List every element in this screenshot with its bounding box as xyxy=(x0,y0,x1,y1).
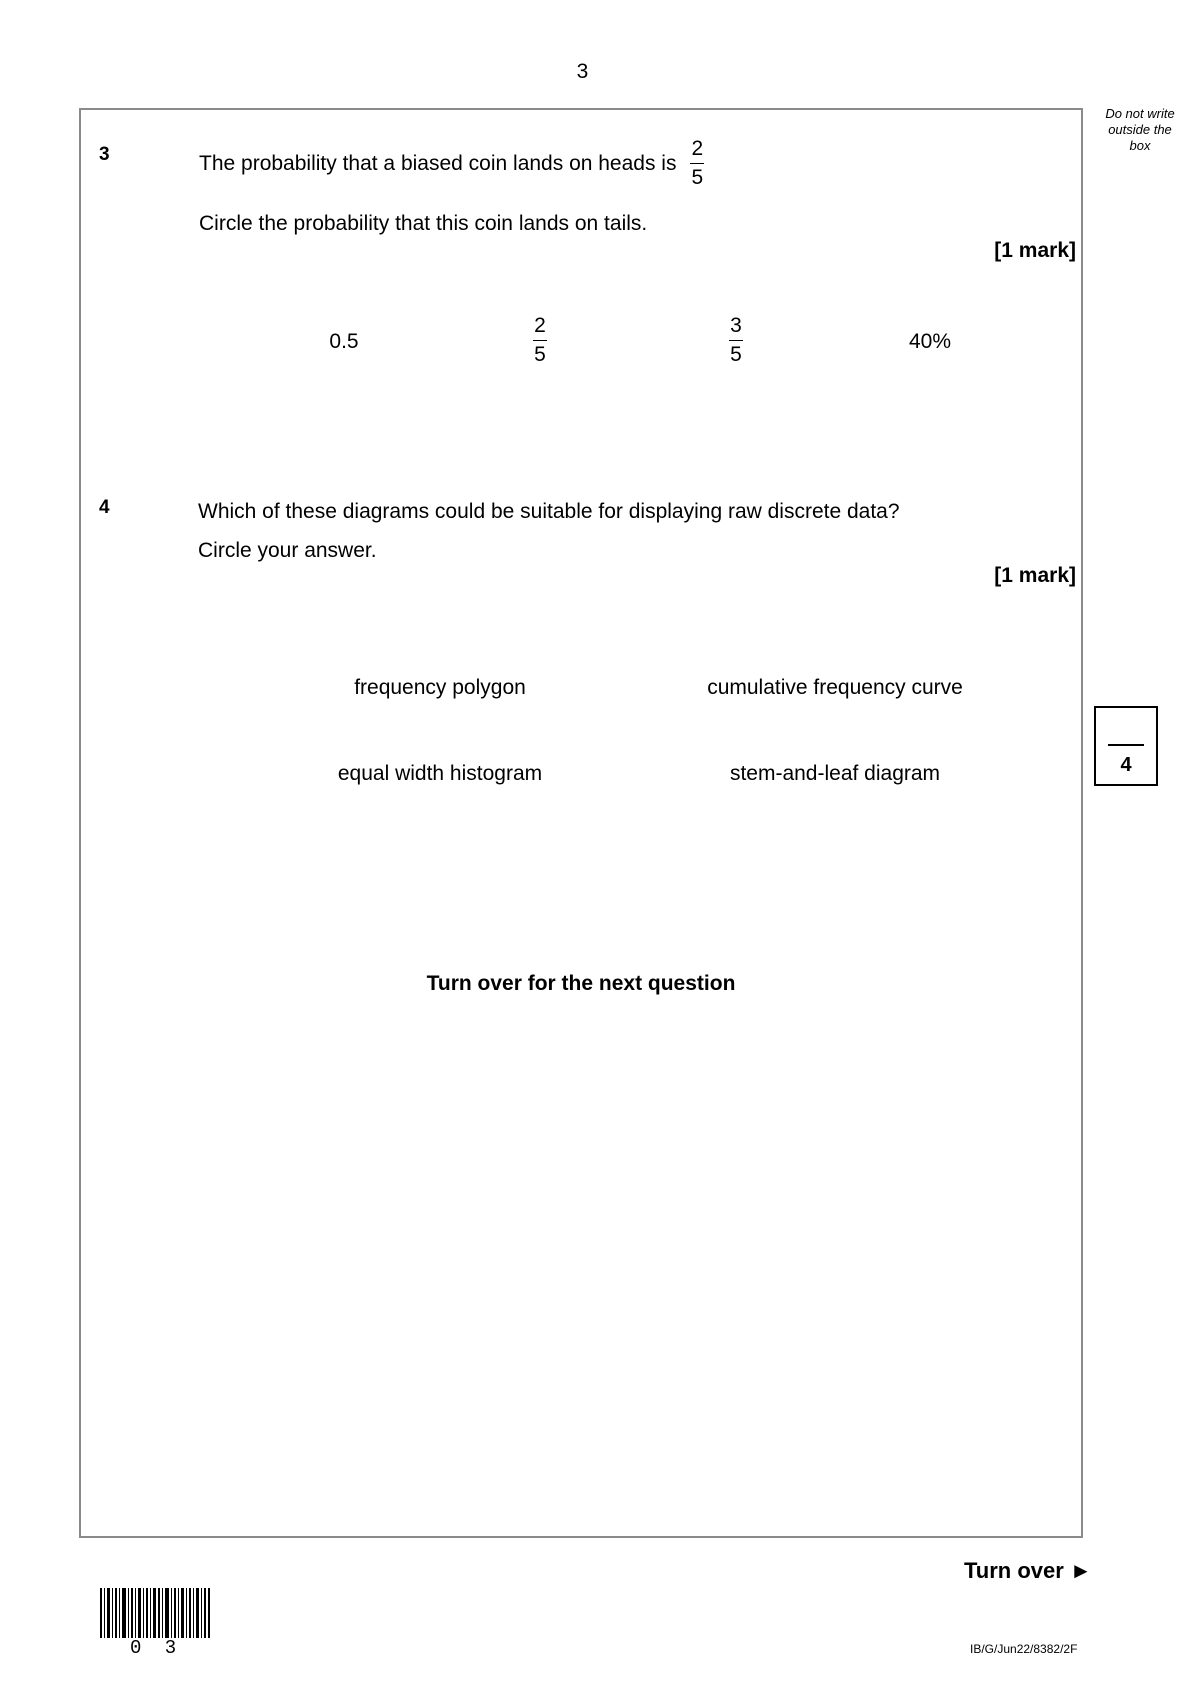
question-3-mark: [1 mark] xyxy=(994,239,1076,262)
question-3-instruction: Circle the probability that this coin lands on tails. xyxy=(199,212,648,235)
fraction-numerator: 3 xyxy=(729,315,743,341)
margin-note-line-3: box xyxy=(1129,138,1151,153)
barcode-icon xyxy=(100,1588,210,1638)
q3-option-0-5[interactable]: 0.5 xyxy=(329,330,359,353)
q3-option-three-fifths[interactable] xyxy=(716,314,756,366)
question-3-number: 3 xyxy=(99,144,110,165)
fraction-numerator: 2 xyxy=(533,315,547,341)
question-4-instruction: Circle your answer. xyxy=(198,539,377,562)
turn-over-next-question: Turn over for the next question xyxy=(426,972,736,995)
paper-reference: IB/G/Jun22/8382/2F xyxy=(970,1642,1078,1656)
barcode-number: 0 3 xyxy=(130,1637,183,1659)
question-3-stem: The probability that a biased coin lands on heads is xyxy=(199,151,677,175)
fraction-numerator: 2 xyxy=(690,138,704,164)
fraction-denominator: 5 xyxy=(534,343,546,366)
q4-option-cumulative-frequency-curve[interactable]: cumulative frequency curve xyxy=(707,676,963,699)
question-4-text: Which of these diagrams could be suitable for displaying raw discrete data? xyxy=(198,500,900,523)
fraction-denominator: 5 xyxy=(730,343,742,366)
question-4-number: 4 xyxy=(99,497,110,518)
question-3-text xyxy=(199,138,704,189)
question-4-mark: [1 mark] xyxy=(994,564,1076,587)
fraction-denominator: 5 xyxy=(691,166,704,189)
q3-option-two-fifths[interactable] xyxy=(520,314,560,366)
heads-probability-fraction xyxy=(690,138,704,189)
margin-note xyxy=(1093,106,1187,154)
score-box xyxy=(1094,706,1158,786)
q4-option-equal-width-histogram[interactable]: equal width histogram xyxy=(337,762,543,785)
margin-note-line-1: Do not write xyxy=(1105,106,1175,121)
q3-option-40-percent[interactable]: 40% xyxy=(908,330,952,353)
q4-option-stem-and-leaf-diagram[interactable]: stem-and-leaf diagram xyxy=(729,762,941,785)
answer-box-border xyxy=(79,108,1083,1538)
margin-note-line-2: outside the xyxy=(1108,122,1172,137)
q4-option-frequency-polygon[interactable]: frequency polygon xyxy=(354,676,526,699)
turn-over-label: Turn over ► xyxy=(964,1558,1092,1583)
page-number: 3 xyxy=(576,60,589,83)
score-box-value: 4 xyxy=(1120,754,1132,776)
score-box-line xyxy=(1108,744,1144,746)
